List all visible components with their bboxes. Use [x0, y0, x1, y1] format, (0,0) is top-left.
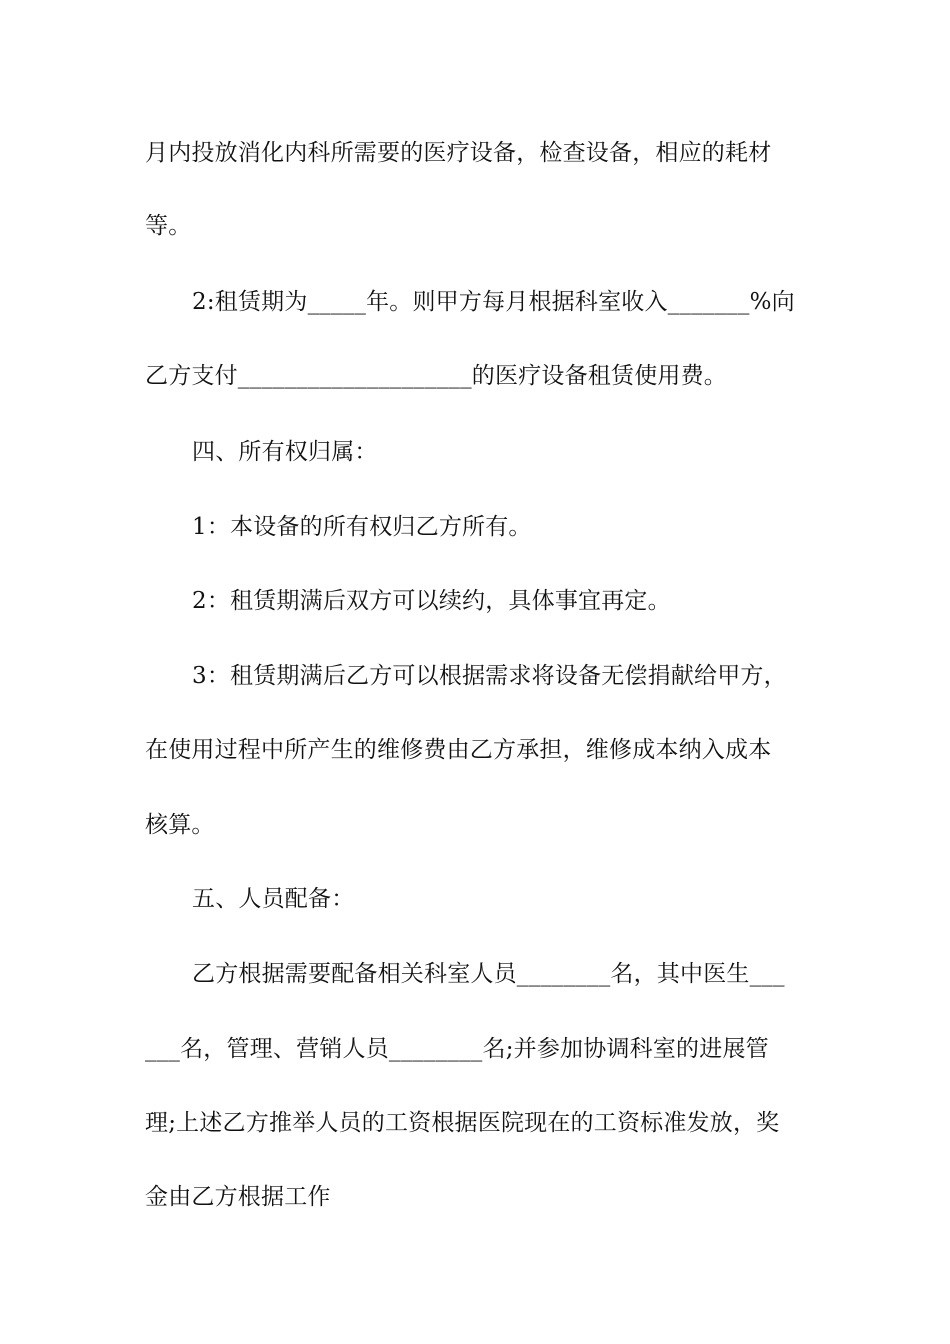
text-line: 2：租赁期满后双方可以续约，具体事宜再定。 [192, 588, 671, 614]
text-line: 金由乙方根据工作 [145, 1184, 331, 1210]
text-line: 1：本设备的所有权归乙方所有。 [192, 514, 532, 540]
text-line: 核算。 [145, 812, 215, 838]
text-line: 等。 [145, 213, 192, 239]
text-line: 乙方根据需要配备相关科室人员________名，其中医生___ [192, 961, 785, 987]
section-heading: 四、所有权归属： [192, 439, 378, 465]
text-line: 在使用过程中所产生的维修费由乙方承担，维修成本纳入成本 [145, 737, 772, 763]
text-line: 2:租赁期为_____年。则甲方每月根据科室收入_______%向 [192, 289, 795, 315]
section-heading: 五、人员配备： [192, 886, 355, 912]
text-line: 月内投放消化内科所需要的医疗设备，检查设备，相应的耗材 [145, 140, 772, 166]
text-line: 3：租赁期满后乙方可以根据需求将设备无偿捐献给甲方， [192, 663, 787, 689]
text-line: 乙方支付____________________的医疗设备租赁使用费。 [145, 363, 727, 389]
text-line: ___名，管理、营销人员________名;并参加协调科室的进展管 [145, 1036, 769, 1062]
text-line: 理;上述乙方推举人员的工资根据医院现在的工资标准发放，奖 [145, 1110, 780, 1136]
